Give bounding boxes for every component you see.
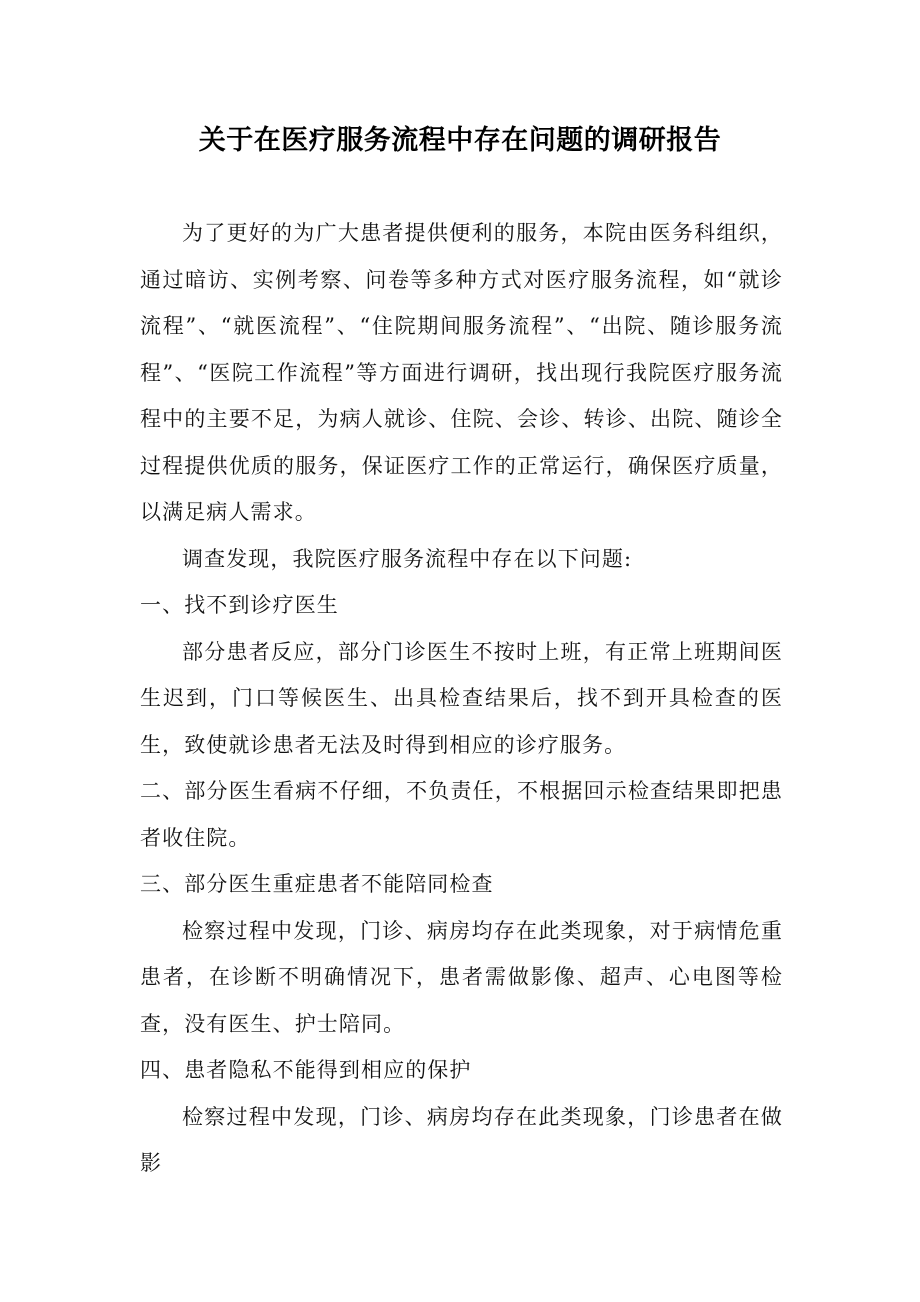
document-title: 关于在医疗服务流程中存在问题的调研报告 bbox=[198, 125, 722, 156]
document-body bbox=[140, 210, 783, 1187]
findings-intro-paragraph: 调查发现，我院医疗服务流程中存在以下问题: bbox=[182, 546, 633, 571]
section-4-heading: 四、患者隐私不能得到相应的保护 bbox=[140, 1058, 472, 1082]
section-1-heading: 一、找不到诊疗医生 bbox=[140, 593, 339, 617]
section-2-heading: 二、部分医生看病不仔细，不负责任，不根据回示检查结果即把患者收住院。 bbox=[140, 779, 783, 850]
section-4-body: 检察过程中发现，门诊、病房均存在此类现象，门诊患者在做影 bbox=[140, 1104, 783, 1175]
section-1-body: 部分患者反应，部分门诊医生不按时上班，有正常上班期间医生迟到，门口等候医生、出具检查结果后，找不到开具检查的医生，致使就诊患者无法及时得到相应的诊疗服务。 bbox=[140, 639, 783, 757]
section-3-heading: 三、部分医生重症患者不能陪同检查 bbox=[140, 872, 494, 896]
section-3-body: 检察过程中发现，门诊、病房均存在此类现象，对于病情危重患者，在诊断不明确情况下，患者需做影像、超声、心电图等检查，没有医生、护士陪同。 bbox=[140, 918, 783, 1036]
intro-paragraph: 为了更好的为广大患者提供便利的服务，本院由医务科组织，通过暗访、实例考察、问卷等多种方式对医疗服务流程，如“就诊流程”、“就医流程”、“住院期间服务流程”、“出院、随诊服务流程”、“医院工作流程”等方面进行调研，找出现行我院医疗服务流程中的主要不足，为病人就诊、住院、会诊、转诊、出院、随诊全过程提供优质的服务，保证医疗工作的正常运行，确保医疗质量，以满足病人需求。 bbox=[140, 221, 783, 524]
